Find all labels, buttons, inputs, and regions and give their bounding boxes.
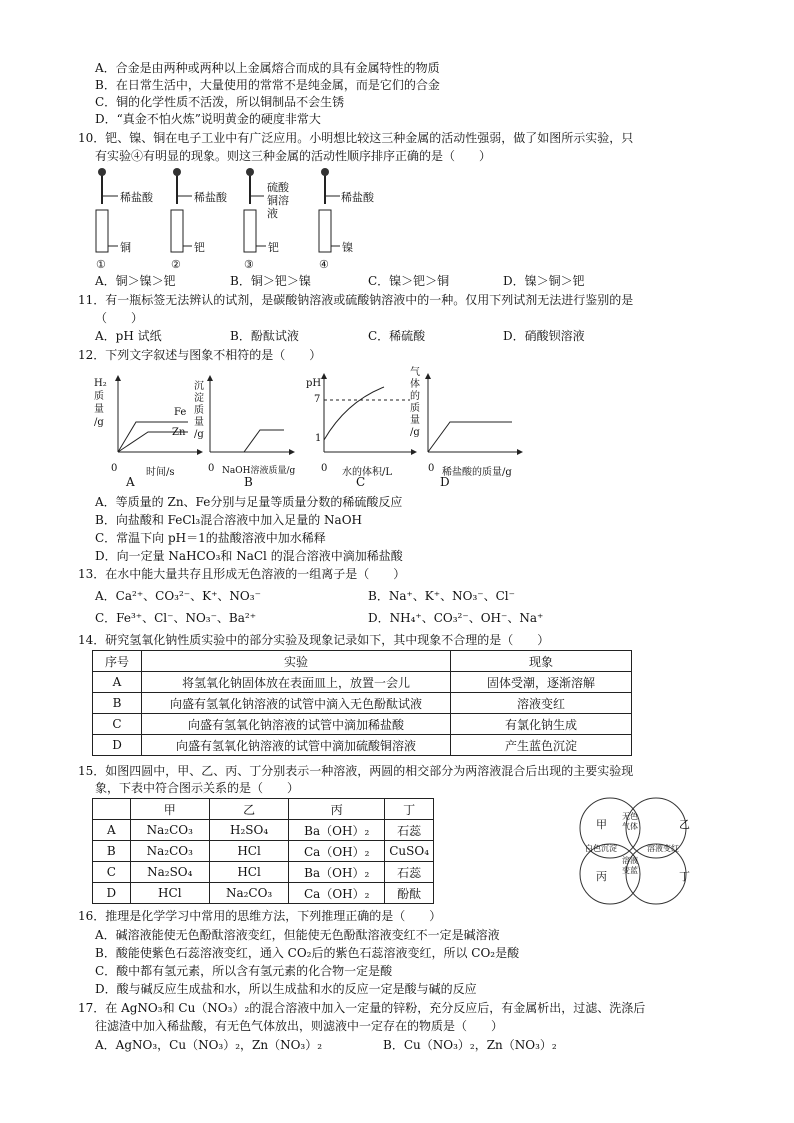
table-cell: 向盛有氢氧化钠溶液的试管中滴加硫酸铜溶液 [142,735,451,756]
header-cell: 实验 [142,651,451,672]
q12-stem: 12．下列文字叙述与图象不相符的是（ ） [78,348,322,362]
venn-overlap-bottom: 溶液 变蓝 [622,856,638,875]
header-cell: 乙 [209,799,288,820]
tube-1-number: ① [96,258,106,271]
table-cell: Ba（OH）₂ [289,862,385,883]
graph-c-letter: C [356,475,366,489]
q10-option-d: D．镍＞铜＞钯 [503,274,585,288]
table-cell: 酚酞 [385,883,434,904]
table-cell: HCl [130,883,209,904]
table-cell: Na₂CO₃ [209,883,288,904]
graph-d-xlabel: 稀盐酸的质量/g [442,467,512,478]
header-cell: 现象 [451,651,632,672]
graph-a-ylabel: H₂ 质 量 /g [94,378,107,428]
venn-overlap-top: 无色 气体 [622,812,638,831]
table-row [93,820,434,841]
q11-option-a: A．pH 试纸 [95,329,162,343]
table-row [93,862,434,883]
table-cell: HCl [209,841,288,862]
q16-option-d: D．酸与碱反应生成盐和水，所以生成盐和水的反应一定是酸与碱的反应 [95,982,477,996]
q14-table [92,650,632,756]
tube-3-metal: 钯 [268,241,279,254]
graph-d-ylabel: 气 体 的 质 量 /g [410,367,420,438]
q16-option-c: C．酸中都有氢元素，所以含有氢元素的化合物一定是酸 [95,964,393,978]
table-header-row [93,799,434,820]
q12-option-a: A．等质量的 Zn、Fe分别与足量等质量分数的稀硫酸反应 [95,495,403,509]
tube-1-reagent: 稀盐酸 [120,191,153,204]
graph-c-tick-1: 1 [315,433,322,444]
table-cell: 产生蓝色沉淀 [451,735,632,756]
q9-option-c: C．铜的化学性质不活泼，所以铜制品不会生锈 [95,95,345,109]
q17-option-a: A．AgNO₃，Cu（NO₃）₂，Zn（NO₃）₂ [95,1038,323,1052]
q9-option-d: D．“真金不怕火炼”说明黄金的硬度非常大 [95,112,321,126]
q16-option-a: A．碱溶液能使无色酚酞溶液变红，但能使无色酚酞溶液变红不一定是碱溶液 [95,928,500,942]
table-cell: H₂SO₄ [209,820,288,841]
q17-stem-line2: 往滤渣中加入稀盐酸，有无色气体放出，则滤液中一定存在的物质是（ ） [95,1019,504,1033]
table-cell: 石蕊 [385,820,434,841]
table-cell: C [93,862,131,883]
table-cell: Na₂CO₃ [130,820,209,841]
tube-3-number: ③ [244,258,254,271]
q13-option-a: A．Ca²⁺、CO₃²⁻、K⁺、NO₃⁻ [95,589,261,603]
table-cell: 溶液变红 [451,693,632,714]
q17-stem-line1: 17．在 AgNO₃和 Cu（NO₃）₂的混合溶液中加入一定量的锌粉，充分反应后，有金属析出，过滤、洗涤后 [78,1001,646,1015]
table-cell: HCl [209,862,288,883]
table-cell: 石蕊 [385,862,434,883]
header-cell: 序号 [93,651,142,672]
tube-4-reagent: 稀盐酸 [341,191,374,204]
tube-1-metal: 铜 [120,241,131,254]
table-cell: A [93,672,142,693]
table-cell: 将氢氧化钠固体放在表面皿上，放置一会儿 [142,672,451,693]
graph-d-letter: D [440,475,450,489]
q12-option-c: C．常温下向 pH＝1的盐酸溶液中加水稀释 [95,531,326,545]
table-cell: Na₂CO₃ [130,841,209,862]
tube-3 [244,168,266,252]
q13-option-b: B．Na⁺、K⁺、NO₃⁻、Cl⁻ [368,589,515,603]
q13-option-d: D．NH₄⁺、CO₃²⁻、OH⁻、Na⁺ [368,611,544,625]
table-row [93,735,632,756]
table-cell: Ba（OH）₂ [289,820,385,841]
header-cell: 丙 [289,799,385,820]
q13-stem: 13．在水中能大量共存且形成无色溶液的一组离子是（ ） [78,567,406,581]
graph-d [428,376,520,452]
venn-label-jia: 甲 [596,818,607,831]
graph-c-ylabel: pH [306,378,322,389]
table-cell: B [93,841,131,862]
graph-c-tick-7: 7 [314,394,321,405]
table-row [93,883,434,904]
table-cell: Ca（OH）₂ [289,883,385,904]
q11-stem-line2: （ ） [95,311,144,325]
tube-2-reagent: 稀盐酸 [194,191,227,204]
tube-2 [171,168,192,252]
tube-4-metal: 镍 [342,241,353,254]
graph-c-curve [324,387,384,440]
tube-4 [319,168,340,252]
graph-a-zn-label: Zn [172,427,186,438]
q10-tubes-figure [88,166,388,276]
graph-a-letter: A [126,475,135,489]
graph-b-origin: 0 [208,463,215,474]
header-cell [93,799,131,820]
graph-d-line [428,422,512,452]
table-row [93,693,632,714]
table-cell: A [93,820,131,841]
q12-option-d: D．向一定量 NaHCO₃和 NaCl 的混合溶液中滴加稀盐酸 [95,549,403,563]
tube-2-number: ② [171,258,181,271]
q15-table [92,798,434,904]
graph-b-ylabel: 沉 淀 质 量 /g [194,381,204,440]
venn-overlap-right: 溶液变红 [647,844,679,853]
q16-option-b: B．酸能使紫色石蕊溶液变红，通入 CO₂后的紫色石蕊溶液变红，所以 CO₂是酸 [95,946,520,960]
graph-c-xlabel: 水的体积/L [342,467,393,478]
tube-3-reagent: 硫酸铜溶液 [267,181,289,220]
q10-stem-line2: 有实验④有明显的现象。则这三种金属的活动性顺序排序正确的是（ ） [95,149,492,163]
graph-a [118,378,200,452]
q11-option-b: B．酚酞试液 [230,329,299,343]
graph-a-xlabel: 时间/s [146,467,175,478]
table-cell: D [93,735,142,756]
q17-option-b: B．Cu（NO₃）₂，Zn（NO₃）₂ [383,1038,557,1052]
q11-option-d: D．硝酸钡溶液 [503,329,585,343]
q11-stem-line1: 11．有一瓶标签无法辨认的试剂，是碳酸钠溶液或硫酸钠溶液中的一种。仅用下列试剂无法进行鉴别的是 [78,293,634,307]
table-cell: B [93,693,142,714]
q15-stem-line1: 15．如图四圆中，甲、乙、丙、丁分别表示一种溶液，两圆的相交部分为两溶液混合后出现的主要实验现 [78,764,634,778]
q10-option-c: C．镍＞钯＞铜 [368,274,450,288]
tube-4-number: ④ [319,258,329,271]
table-cell: 向盛有氢氧化钠溶液的试管中滴入无色酚酞试液 [142,693,451,714]
q12-option-b: B．向盐酸和 FeCl₃混合溶液中加入足量的 NaOH [95,513,363,527]
table-cell: 向盛有氢氧化钠溶液的试管中滴加稀盐酸 [142,714,451,735]
table-cell: Ca（OH）₂ [289,841,385,862]
q11-option-c: C．稀硫酸 [368,329,426,343]
q10-option-a: A．铜＞镍＞钯 [95,274,176,288]
q13-option-c: C．Fe³⁺、Cl⁻、NO₃⁻、Ba²⁺ [95,611,257,625]
header-cell: 丁 [385,799,434,820]
table-row [93,672,632,693]
table-cell: 固体受潮，逐渐溶解 [451,672,632,693]
header-cell: 甲 [130,799,209,820]
graph-d-origin: 0 [428,463,435,474]
graph-b-line [210,430,284,452]
q15-stem-line2: 象，下表中符合图示关系的是（ ） [95,781,300,795]
venn-label-yi: 乙 [679,818,690,831]
venn-label-bing: 丙 [596,870,607,883]
q9-option-a: A．合金是由两种或两种以上金属熔合而成的具有金属特性的物质 [95,61,440,75]
graph-b-letter: B [244,475,253,489]
table-cell: CuSO₄ [385,841,434,862]
venn-label-ding: 丁 [679,870,690,883]
table-header-row [93,651,632,672]
table-cell: Na₂SO₄ [130,862,209,883]
graph-b [210,378,292,452]
q16-stem: 16．推理是化学学习中常用的思维方法，下列推理正确的是（ ） [78,909,442,923]
graph-c [324,376,414,452]
graph-a-origin: 0 [111,463,118,474]
table-cell: 有氯化钠生成 [451,714,632,735]
tube-2-metal: 钯 [194,241,205,254]
graph-a-fe-label: Fe [174,407,187,418]
venn-overlap-left: 白色沉淀 [585,844,617,853]
graph-b-xlabel: NaOH溶液质量/g [222,466,296,476]
q9-option-b: B．在日常生活中，大量使用的常常不是纯金属，而是它们的合金 [95,78,440,92]
table-cell: D [93,883,131,904]
tube-1 [96,168,118,252]
q10-stem-line1: 10．钯、镍、铜在电子工业中有广泛应用。小明想比较这三种金属的活动性强弱，做了如图所示实验，只 [78,131,634,145]
q10-option-b: B．铜＞钯＞镍 [230,274,311,288]
table-row [93,714,632,735]
graph-c-origin: 0 [321,463,328,474]
table-row [93,841,434,862]
q14-stem: 14．研究氢氧化钠性质实验中的部分实验及现象记录如下，其中现象不合理的是（ ） [78,633,550,647]
table-cell: C [93,714,142,735]
